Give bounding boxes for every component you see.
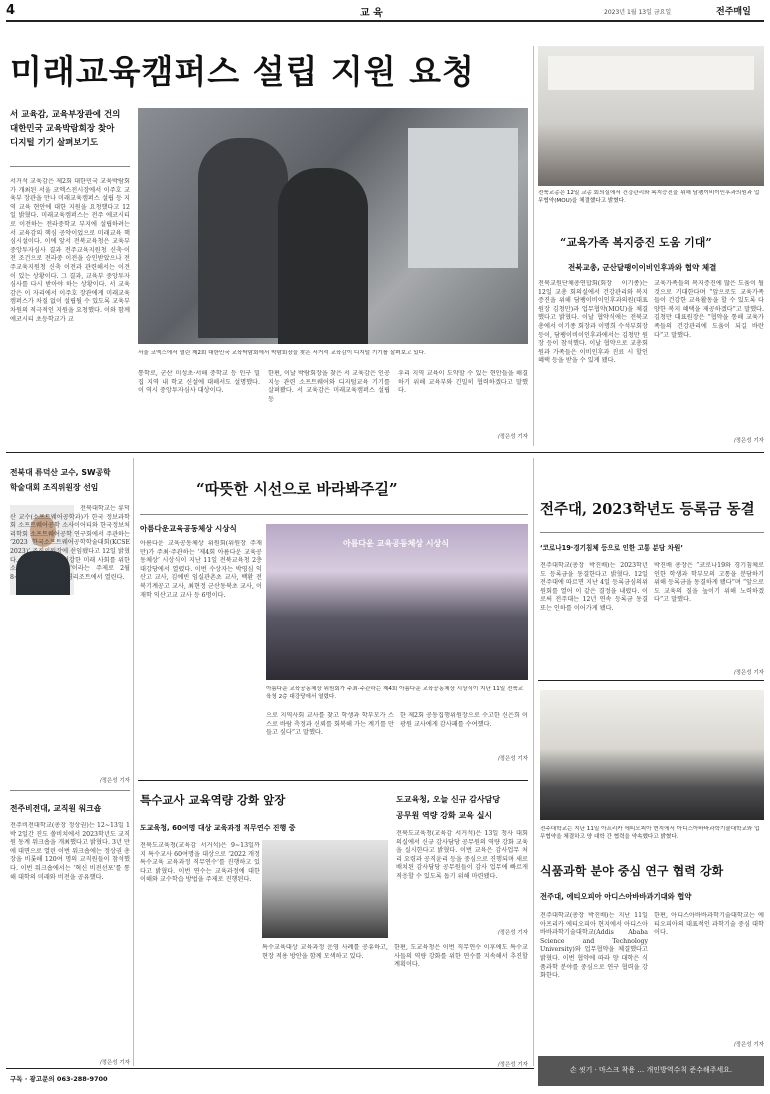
special-body-col1: 특수교육대상 교육과정 운영 사례를 공유하고, 현장 적용 방안을 함께 모색하고 있다. xyxy=(262,944,388,960)
special-body-col2: 한편, 도교육청은 이번 직무연수 이후에도 특수교사들의 역량 강화를 위한 연수를 지속해서 추진할 계획이다. xyxy=(394,944,528,969)
special-body: 전북도교육청(교육감 서거석)은 9~13일까지 특수교사 60여명을 대상으로 ‘2022 개정 특수교육 교육과정 직무연수’를 진행하고 있다고 밝혔다. 이번 연수는 교육과정에 대한 이해와 교수학습 방법을 주제로 진행된다. xyxy=(140,842,260,884)
footer-banner-text: 손 씻기 · 마스크 착용 … 개인방역수칙 준수해주세요. xyxy=(569,1066,733,1074)
ryu-byline: /정은성 기자 xyxy=(99,778,130,784)
main-body-col2: 한편, 이날 박람회장을 찾은 서 교육감은 인공지능 관련 소프트웨어와 디지털교육 기기를 살펴봤다. 서 교육감은 미래교육캠퍼스 설립 등 xyxy=(268,370,390,403)
header-rule xyxy=(6,20,764,22)
tuition-subhead: ‘코로나19·경기침체 등으로 인한 고통 분담 차원’ xyxy=(540,544,683,552)
page-number: 4 xyxy=(6,3,16,18)
photo-screen xyxy=(408,128,518,268)
staff-body: 전주비전대학교(총장 정상권)는 12~13일 1박 2일간 진도 쏠비치에서 2023학년도 교직원 동계 워크숍을 개최했다고 밝혔다. 3년 만에 대면으로 열린 이번 워크숍에는 정상권 총장을 비롯해 120여 명의 교직원들이 참석했다. 이번 워크숍에서는 ‘혁신 비전선포’를 통해 대학의 미래와 비전을 공유했다. xyxy=(10,822,130,881)
main-deck xyxy=(10,108,122,150)
welfare-photo-caption: 전북교총은 12일 교총 회의실에서 건강관리와 복지증진을 위해 담팽이비이인후과의원과 업무협약(MOU)을 체결했다고 밝혔다. xyxy=(538,190,760,204)
main-deck-line2: 대한민국 교육박람회장 찾아 xyxy=(10,124,115,134)
welfare-body-left: 전북교원단체총연합회(회장 이기종)는 12일 교총 회의실에서 건강관리와 복지증진을 위해 담팽이비이인후과의원(대표원장 김청만)과 업무협약(MOU)을 체결했다고 밝혔다. 이날 협약식에는 전북교총에서 이기종 회장과 이명희 수석부회장 등이, 담팽이비이인후과에서는 김청만 원장 등이 참석했다. 이날 협약으로 교총회원과 가족들은 이비인후과 진료 시 할인 혜택 등을 받을 수 있게 됐다. xyxy=(538,280,648,365)
auditor-body: 전북도교육청(교육감 서거석)은 13일 청사 대회의실에서 신규 감사담당 공무원의 역량 강화 교육을 실시한다고 밝혔다. 이번 교육은 감사업무 처리 요령과 공직윤리 등을 중심으로 진행되며 새로 배치된 감사담당 공무원들이 감사 업무에 빠르게 적응할 수 있도록 돕기 위해 마련됐다. xyxy=(396,830,528,880)
footer-subscribe: 구독 · 광고문의 063-288-9700 xyxy=(10,1075,108,1083)
warm-photo-caption: 아름다운 교육공동체상 위원회가 주최·주관하는 제4회 아름다운 교육공동체상 시상식이 지난 11일 전북교육청 2층 대강당에서 열렸다. xyxy=(266,686,524,700)
warm-body-col2: 한 제2회 공동집행위원장으로 수고한 신은희 이광원 교사에게 감사패를 수여했다. xyxy=(400,712,528,728)
auditor-headline-1: 도교육청, 오늘 신규 감사담당 xyxy=(396,795,501,804)
warm-body-col1: 으로 지역사회 교사를 찾고 학생과 학부모가 스스로 바람 측정과 신뢰를 회복해 가는 계기를 만들고 싶다”고 말했다. xyxy=(266,712,394,737)
tuition-headline: 전주대, 2023학년도 등록금 동결 xyxy=(540,501,755,518)
staff-headline: 전주비전대, 교직원 워크숍 xyxy=(10,804,102,813)
main-deck-line1: 서 교육감, 교육부장관에 건의 xyxy=(10,110,121,120)
main-body-col3: 우리 지역 교육이 도약할 수 있는 현안들을 해결하기 위해 교육부와 긴밀히 협력하겠다고 말했다. xyxy=(398,370,528,395)
food-photo-caption: 전주대학교는 지난 11일 아프리카 에티오피아 현지에서 아디스아바바과학기술대학교와 업무협약을 체결하고 양 대학 간 협력을 약속했다고 밝혔다. xyxy=(540,826,760,840)
special-photo xyxy=(262,840,388,938)
tuition-rule xyxy=(540,532,764,533)
main-body-left: 서거석 교육감은 제2회 대한민국 교육박람회가 개최된 서울 코엑스전시장에서 이주호 교육부 장관을 만나 미래교육캠퍼스 설립 등 지역 교육 현안에 대한 지원을 요청했다고 12일 밝혔다. 미래교육캠퍼스는 전주 에코시티로 이전하는 전라중학교 부지에 설립하려는 서 교육감의 핵심 공약이었으로 미래교육 핵심시설이다. 이에 앞서 전북교육청은 교육부 중앙투자심사 결과 전주교육지원청 신축·이전 조건으로 전라중 이전을 승인받았으나 전주교육지원청 신축 이전과 관련해서는 이견이 있는 상황이다. 그 결과, 교육부 중앙투자심사를 다시 받아야 하는 상황이다. 서 교육감은 이 자리에서 이주호 장관에게 미래교육캠퍼스가 차질 없이 설립될 수 있도록 교육부 차원의 적극적인 지원을 요청했다. 이와 함께 에코시티 초등학교가 교 xyxy=(10,178,130,323)
ryu-headline-2: 학술대회 조직위원장 선임 xyxy=(10,483,99,492)
deck-divider xyxy=(10,166,130,167)
warm-subhead: 아름다운교육공동체상 시상식 xyxy=(140,524,237,533)
ryu-body: 전북대학교는 류덕산 교수(소프트웨어공학과)가 한국 정보과학회 소프트웨어공학 소사이어티와 한국정보처리학회 소프트웨어공학 연구회에서 주관하는 ‘2023 한국소프트웨어공학학술대회(KCSE 2023)’ 조직위원장에 선임됐다고 12일 밝혔다. 이 학술대회는 ‘건강한 미래 사회를 위한 소프트웨어공학 기술’이라는 주제로 2월 8~10일까지 평창 용평리조트에서 열린다. xyxy=(10,505,130,581)
welfare-quote: “교육가족 복지증진 도움 기대” xyxy=(560,236,712,249)
welfare-subhead: 전북교총, 군산달팽이이비인후과와 협약 체결 xyxy=(568,263,717,272)
tuition-byline: /정은성 기자 xyxy=(733,670,764,676)
warm-photo xyxy=(266,524,528,680)
welfare-body-right: 교육가족들의 복지증진에 많은 도움이 될 것으로 기대한다며 “앞으로도 교육가족들이 건강한 교육활동을 할 수 있도록 다양한 복지 혜택을 제공하겠다”고 말했다. 김청만 대표원장은 “협약을 통해 교육가족들의 건강관리에 도움이 되길 바란다”고 말했다. xyxy=(654,280,764,339)
warm-quote: “따뜻한 시선으로 바라봐주길” xyxy=(196,480,398,498)
section-rule-right xyxy=(538,680,764,681)
staff-byline: /정은성 기자 xyxy=(99,1060,130,1066)
tuition-body-right: 박진배 총장은 “코로나19와 경기침체로 인한 학생과 학부모의 고통을 분담하기 위해 등록금을 동결하게 됐다”며 “앞으로도 교육의 질을 높이기 위해 노력하겠다”고 말했다. xyxy=(654,562,764,604)
section-rule-mid xyxy=(138,780,528,781)
tuition-body-left: 전주대학교(총장 박진배)는 2023학년도 등록금을 동결한다고 밝혔다. 12일 전주대에 따르면 지난 4일 등록금심의위원회를 열어 이 같은 결정을 내렸다. 이로써 전주대는 12년 연속 등록금 동결 또는 인하를 이어가게 됐다. xyxy=(540,562,648,612)
main-byline: /정은성 기자 xyxy=(497,434,528,440)
col-divider-top xyxy=(533,46,534,446)
welfare-byline: /정은성 기자 xyxy=(733,438,764,444)
special-subhead: 도교육청, 60여명 대상 교육과정 직무연수 진행 중 xyxy=(140,824,296,832)
warm-photo-banner: 아름다운 교육공동체상 시상식 xyxy=(342,539,450,548)
main-photo xyxy=(138,108,528,344)
photo-figure-1 xyxy=(198,138,288,338)
section-rule-left xyxy=(10,790,130,791)
section-name: 교 육 xyxy=(360,8,383,19)
warm-byline: /정은성 기자 xyxy=(497,756,528,762)
auditor-byline: /정은성 기자 xyxy=(497,930,528,936)
main-body-col1: 통학로, 군산 미성초·서해 중학교 등 인구 밀집 지역 내 학교 신설에 대해서도 설명했다. 이 역시 중앙투자심사 대상이다. xyxy=(138,370,260,395)
footer-banner xyxy=(538,1056,764,1086)
food-body-right: 한편, 아디스아바바과학기술대학교는 에티오피아의 대표적인 과학기술 중심 대학이다. xyxy=(654,912,764,937)
issue-date: 2023년 1월 13일 금요일 xyxy=(604,9,672,16)
welfare-photo xyxy=(538,46,764,186)
food-byline: /정은성 기자 xyxy=(733,1042,764,1048)
photo-figure-2 xyxy=(278,168,368,344)
welfare-banner xyxy=(548,56,754,90)
col-divider-mid xyxy=(533,458,534,1066)
main-photo-caption: 서울 코엑스에서 열린 제2회 대한민국 교육박람회에서 박람회장을 찾은 서거석 교육감이 디지털 기기를 살펴보고 있다. xyxy=(138,350,426,356)
section-rule-1 xyxy=(6,452,764,453)
footer-rule xyxy=(6,1068,534,1069)
warm-body: 아름다운 교육공동체상 위원회(위원장 주재만)가 주최·주관하는 ‘제4회 아름다운 교육공동체상’ 시상식이 지난 11일 전북교육청 2층 대강당에서 열렸다. 이번 수상자는 박영심 익산고 교사, 김예빈 임실관촌초 교사, 백환 전북기계공고 교사, 최현정 군산동북초 교사, 이재학 익산고교 교사 등 6명이다. xyxy=(140,540,262,599)
col-divider-left xyxy=(133,458,134,1066)
special-headline: 특수교사 교육역량 강화 앞장 xyxy=(140,793,286,807)
paper-name: 전주매일 xyxy=(716,7,751,17)
auditor-headline-2: 공무원 역량 강화 교육 실시 xyxy=(396,811,493,820)
food-body-left: 전주대학교(총장 박진배)는 지난 11일 아프리카 에티오피아 현지에서 아디스아바바과학기술대학교(Addis Ababa Science and Technology University)와 업무협약을 체결했다고 밝혔다. 이번 협약에 따라 양 대학은 식품과학 분야를 중심으로 연구 협력을 강화한다. xyxy=(540,912,648,980)
food-photo xyxy=(540,690,764,820)
special-byline: /정은성 기자 xyxy=(497,1062,528,1068)
main-deck-line3: 디지털 기기 살펴보기도 xyxy=(10,138,99,148)
ryu-headline-1: 전북대 류덕산 교수, SW공학 xyxy=(10,468,111,477)
main-headline: 미래교육캠퍼스 설립 지원 요청 xyxy=(10,52,475,91)
food-headline: 식품과학 분야 중심 연구 협력 강화 xyxy=(540,864,724,878)
warm-quote-rule xyxy=(140,514,528,515)
food-subhead: 전주대, 에티오피아 아디스아바바과기대와 협약 xyxy=(540,892,692,901)
